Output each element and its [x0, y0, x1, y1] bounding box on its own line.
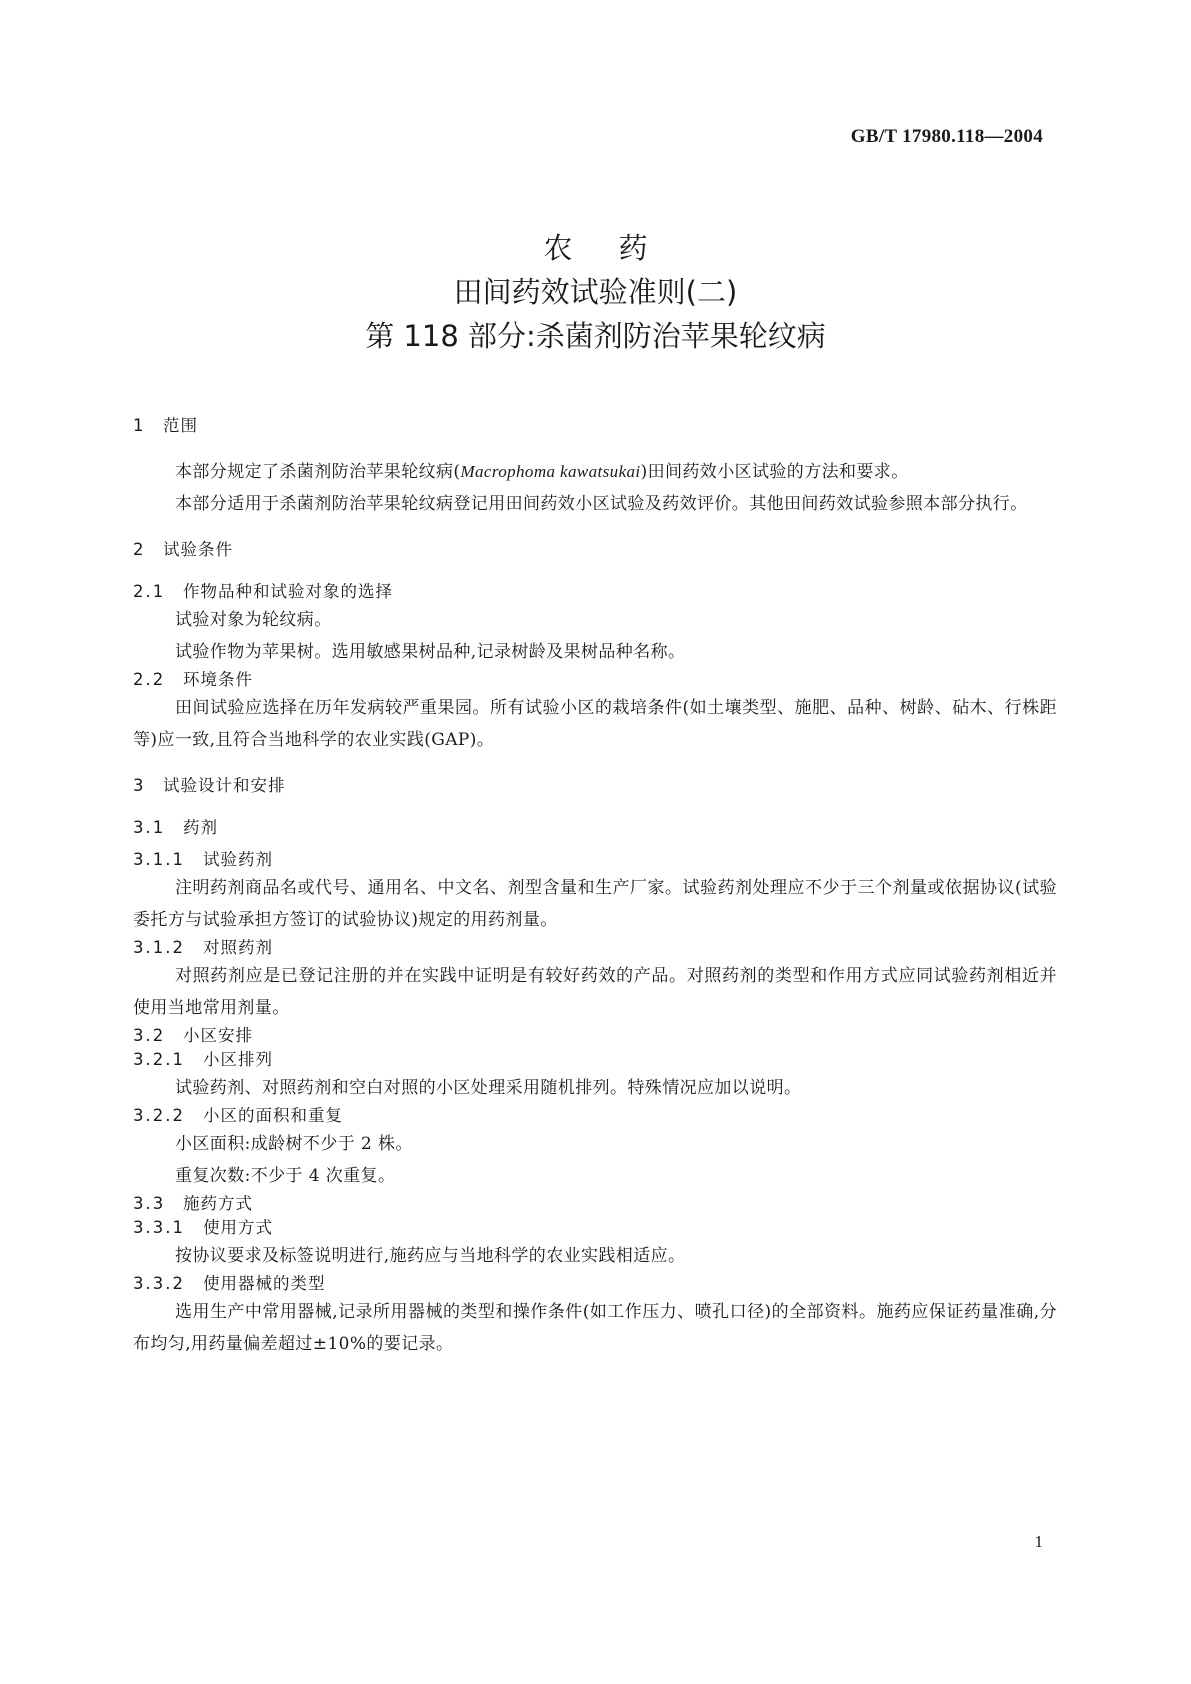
section-heading-2 — [133, 538, 1057, 562]
paragraph: 本部分适用于杀菌剂防治苹果轮纹病登记用田间药效小区试验及药效评价。其他田间药效试验参照本部分执行。 — [175, 494, 1028, 514]
section-number: 3.3.1 — [133, 1218, 185, 1237]
section-heading-3-2-2 — [133, 1104, 1057, 1128]
paragraph: 按协议要求及标签说明进行,施药应与当地科学的农业实践相适应。 — [175, 1246, 686, 1266]
section-number: 3.1 — [133, 818, 166, 837]
section-number: 2.1 — [133, 582, 166, 601]
section-heading-3-1-2 — [133, 936, 1057, 960]
section-heading-3-3-1 — [133, 1216, 1057, 1240]
section-number: 3.3.2 — [133, 1274, 185, 1293]
paragraph: 注明药剂商品名或代号、通用名、中文名、剂型含量和生产厂家。试验药剂处理应不少于三个剂量或依据协议(试验委托方与试验承担方签订的试验协议)规定的用药剂量。 — [133, 878, 1057, 930]
section-title: 作物品种和试验对象的选择 — [183, 582, 393, 601]
section-title: 环境条件 — [183, 670, 253, 689]
section-number: 2 — [133, 540, 146, 559]
section-number: 2.2 — [133, 670, 166, 689]
section-heading-3 — [133, 774, 1057, 798]
paragraph: 田间试验应选择在历年发病较严重果园。所有试验小区的栽培条件(如土壤类型、施肥、品种、树龄、砧木、行株距等)应一致,且符合当地科学的农业实践(GAP)。 — [133, 698, 1057, 750]
section-title: 试验设计和安排 — [163, 776, 286, 795]
section-title: 施药方式 — [183, 1194, 253, 1213]
section-heading-3-1-1 — [133, 848, 1057, 872]
latin-name: Macrophoma kawatsukai — [460, 462, 641, 481]
section-heading-3-3 — [133, 1192, 1057, 1216]
section-heading-2-1 — [133, 580, 1057, 604]
section-heading-2-2 — [133, 668, 1057, 692]
section-title: 试验条件 — [163, 540, 233, 559]
section-title: 试验药剂 — [203, 850, 273, 869]
section-heading-3-2-1 — [133, 1048, 1057, 1072]
section-title: 小区排列 — [203, 1050, 273, 1069]
title-line-2: 田间药效试验准则(二) — [453, 275, 738, 309]
section-heading-1 — [133, 414, 1057, 438]
title-line-1: 农药 — [543, 231, 694, 265]
paragraph: 重复次数:不少于 4 次重复。 — [175, 1166, 396, 1186]
section-number: 3.2.2 — [133, 1106, 185, 1125]
section-title: 使用器械的类型 — [203, 1274, 326, 1293]
standard-code: GB/T 17980.118—2004 — [850, 126, 1043, 147]
section-heading-3-1 — [133, 816, 1057, 840]
paragraph: 试验对象为轮纹病。 — [175, 610, 332, 630]
section-number: 3 — [133, 776, 146, 795]
section-number: 3.2 — [133, 1026, 166, 1045]
document-title — [0, 226, 1191, 358]
section-heading-3-3-2 — [133, 1272, 1057, 1296]
section-number: 3.2.1 — [133, 1050, 185, 1069]
section-number: 3.1.2 — [133, 938, 185, 957]
paragraph: 小区面积:成龄树不少于 2 株。 — [175, 1134, 413, 1154]
section-title: 范围 — [163, 416, 198, 435]
paragraph: 试验药剂、对照药剂和空白对照的小区处理采用随机排列。特殊情况应加以说明。 — [175, 1078, 802, 1098]
paragraph: 对照药剂应是已登记注册的并在实践中证明是有较好药效的产品。对照药剂的类型和作用方式应同试验药剂相近并使用当地常用剂量。 — [133, 966, 1057, 1018]
title-line-3: 第 118 部分:杀菌剂防治苹果轮纹病 — [365, 319, 826, 353]
paragraph: 本部分规定了杀菌剂防治苹果轮纹病(Macrophoma kawatsukai)田间药效小区试验的方法和要求。 — [175, 462, 909, 482]
section-title: 对照药剂 — [203, 938, 273, 957]
page-number: 1 — [1034, 1532, 1043, 1551]
section-number: 3.1.1 — [133, 850, 185, 869]
section-title: 使用方式 — [203, 1218, 273, 1237]
section-heading-3-2 — [133, 1024, 1057, 1048]
section-title: 小区安排 — [183, 1026, 253, 1045]
paragraph: 试验作物为苹果树。选用敏感果树品种,记录树龄及果树品种名称。 — [175, 642, 686, 662]
section-title: 小区的面积和重复 — [203, 1106, 343, 1125]
section-number: 3.3 — [133, 1194, 166, 1213]
document-body — [133, 414, 1057, 1360]
section-number: 1 — [133, 416, 146, 435]
section-title: 药剂 — [183, 818, 218, 837]
paragraph: 选用生产中常用器械,记录所用器械的类型和操作条件(如工作压力、喷孔口径)的全部资料。施药应保证药量准确,分布均匀,用药量偏差超过±10%的要记录。 — [133, 1302, 1057, 1354]
